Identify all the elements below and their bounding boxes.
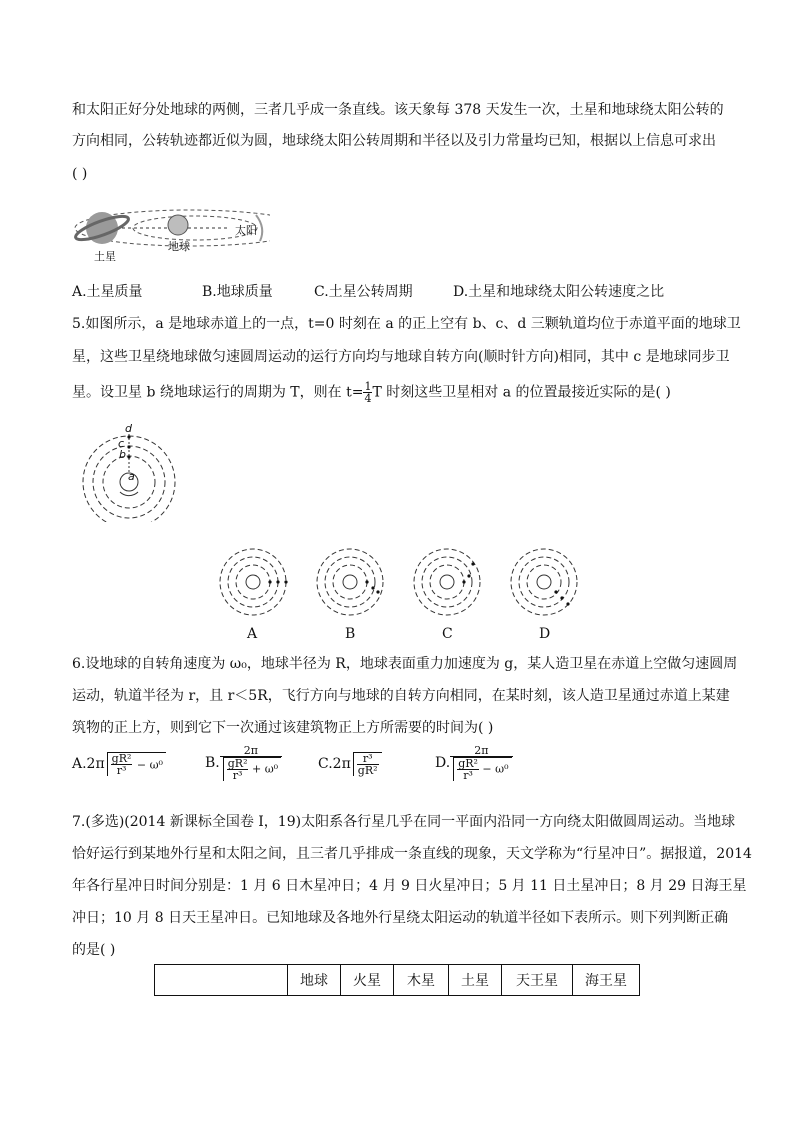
q4-option-a[interactable]: A.土星质量 [72, 284, 143, 300]
choice-label-b[interactable]: B [345, 626, 356, 642]
choice-label-c[interactable]: C [442, 626, 453, 642]
sun-label: 太阳 [235, 224, 257, 237]
saturn-label: 土星 [94, 250, 116, 263]
q7-text-line-3: 年各行星冲日时间分别是：1 月 6 日木星冲日；4 月 9 日火星冲日；5 月 11 日土星冲日；8 月 29 日海王星 [72, 878, 747, 894]
quarter-fraction: $\frac{1}{4}$ [364, 380, 372, 405]
q5-text-line-2: 星，这些卫星绕地球做匀速圆周运动的运行方向均与地球自转方向(顺时针方向)相同，其中 c 是地球同步卫 [72, 349, 730, 365]
earth-label: 地球 [168, 240, 190, 253]
choice-label-d[interactable]: D [539, 626, 551, 642]
q7-text-line-1: 7.(多选)(2014 新课标全国卷 I，19)太阳系各行星几乎在同一平面内沿同一方向绕太阳做圆周运动。当地球 [72, 814, 736, 830]
q6-text-line-3: 筑物的正上方，则到它下一次通过该建筑物正上方所需要的时间为( ) [72, 720, 494, 736]
q4-answer-blank: ( ) [72, 166, 88, 182]
q6-option-c[interactable]: C.2π $\frac{\text{r³}}{\text{gR²}}$ [318, 752, 382, 776]
q6-option-d[interactable]: D. 2π $\frac{\text{gR²}}{\text{r³}}$ − ω⁰ [435, 745, 513, 781]
orbit-label-a: a [128, 470, 135, 483]
q4-text-line-1: 和太阳正好分处地球的两侧，三者几乎成一条直线。该天象每 378 天发生一次，土星和地球绕太阳公转的 [72, 102, 724, 118]
q7-text-line-4: 冲日；10 月 8 日天王星冲日。已知地球及各地外行星绕太阳运动的轨道半径如下表所示。则下列判断正确 [72, 910, 729, 926]
q7-text-line-5: 的是( ) [72, 942, 116, 958]
q7-text-line-2: 恰好运行到某地外行星和太阳之间，且三者几乎排成一条直线的现象，天文学称为“行星冲日”。据报道，2014 [72, 846, 752, 862]
orbit-label-b: b [119, 448, 126, 461]
q6-option-b[interactable]: B. 2π $\frac{\text{gR²}}{\text{r³}}$ + ω⁰ [205, 745, 282, 781]
table-header-cell: 火星 [341, 965, 394, 996]
earth-planet [168, 215, 188, 235]
q5-line3-end: T 时刻这些卫星相对 a 的位置最接近实际的是( ) [372, 384, 671, 401]
choice-figure-d [504, 548, 584, 618]
q5-text-line-3 [72, 381, 671, 404]
q5-text-line-1: 5.如图所示，a 是地球赤道上的一点，t=0 时刻在 a 的正上空有 b、c、d 三颗轨道均位于赤道平面的地球卫 [72, 316, 741, 332]
choice-figure-b [310, 548, 390, 618]
table-header-cell: 海王星 [573, 965, 640, 996]
table-header-cell: 土星 [449, 965, 502, 996]
choice-label-a[interactable]: A [247, 626, 258, 642]
orbit-radius-table [154, 964, 640, 996]
q6-text-line-2: 运动，轨道半径为 r，且 r＜5R，飞行方向与地球的自转方向相同，在某时刻，该人造卫星通过赤道上某建 [72, 688, 730, 704]
table-header-cell: 木星 [394, 965, 449, 996]
table-header-cell: 天王星 [502, 965, 573, 996]
table-header-cell: 地球 [288, 965, 341, 996]
q4-option-d[interactable]: D.土星和地球绕太阳公转速度之比 [453, 284, 665, 300]
table-header-row [155, 965, 640, 996]
q4-text-line-2: 方向相同，公转轨迹都近似为圆，地球绕太阳公转周期和半径以及引力常量均已知，根据以上信息可求出 [72, 133, 716, 149]
q6-text-line-1: 6.设地球的自转角速度为 ω₀，地球半径为 R，地球表面重力加速度为 g，某人造卫星在赤道上空做匀速圆周 [72, 656, 738, 672]
choice-figure-c [407, 548, 487, 618]
q5-line3-start: 星。设卫星 b 绕地球运行的周期为 T，则在 t= [72, 384, 364, 401]
q4-option-b[interactable]: B.地球质量 [202, 284, 273, 300]
q6-option-a[interactable]: A.2π $\frac{\text{gR²}}{\text{r³}}$ − ω⁰ [72, 752, 166, 776]
orbit-label-c: c [118, 437, 125, 450]
q4-option-c[interactable]: C.土星公转周期 [314, 284, 413, 300]
choice-figure-a [213, 548, 293, 618]
orbit-label-d: d [125, 422, 132, 435]
table-header-cell [155, 965, 288, 996]
